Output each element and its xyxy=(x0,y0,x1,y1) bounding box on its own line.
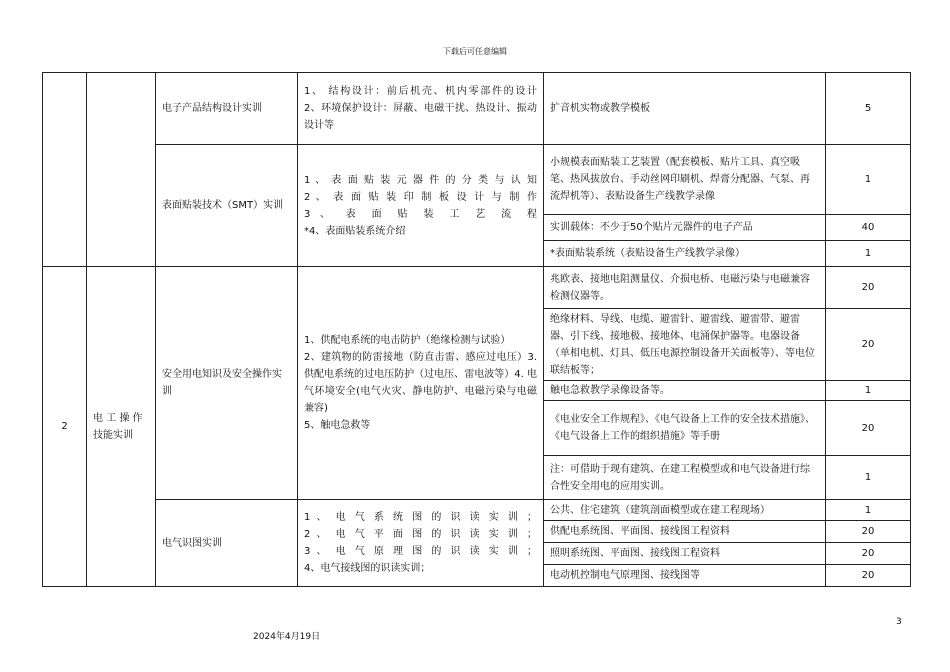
content-line: 5、触电急救等 xyxy=(304,420,371,431)
equipment: 照明系统图、平面图、接线图工程资料 xyxy=(544,543,826,565)
quantity: 1 xyxy=(826,241,911,267)
quantity: 20 xyxy=(826,543,911,565)
quantity: 40 xyxy=(826,215,911,241)
quantity: 20 xyxy=(826,309,911,381)
quantity: 1 xyxy=(826,381,911,401)
equipment: 注：可借助于现有建筑、在建工程模型或和电气设备进行综合性安全用电的应用实训。 xyxy=(544,456,826,500)
content-line: 3 、 表 面 贴 装 工 艺 流 程 xyxy=(304,208,537,220)
equipment: 兆欧表、接地电阻测量仪、介损电桥、电磁污染与电磁兼容检测仪器等。 xyxy=(544,267,826,309)
quantity: 20 xyxy=(826,267,911,309)
equipment: 触电急救教学录像设备等。 xyxy=(544,381,826,401)
course-name: 电子产品结构设计实训 xyxy=(156,73,298,145)
course-content xyxy=(298,145,544,267)
content-line: 1、供配电系统的电击防护（绝缘检测与试验） xyxy=(304,335,511,346)
content-line: 1 、 表 面 贴 装 元 器 件 的 分 类 与 认 知 xyxy=(304,174,537,186)
quantity: 1 xyxy=(826,456,911,500)
course-name: 电气识图实训 xyxy=(156,500,298,587)
content-line: 4、电气接线图的识读实训； xyxy=(304,563,431,574)
equipment: 扩音机实物或教学模板 xyxy=(544,73,826,145)
quantity: 1 xyxy=(826,500,911,521)
equipment: 《电业安全工作规程》、《电气设备上工作的安全技术措施》、《电气设备上工作的组织措施》等手册 xyxy=(544,401,826,456)
content-line: 3 、 电 气 原 理 图 的 识 读 实 训 ； xyxy=(304,546,537,557)
quantity: 1 xyxy=(826,145,911,215)
content-line: 1 、 电 气 系 统 图 的 识 读 实 训 ； xyxy=(304,512,537,523)
quantity: 20 xyxy=(826,521,911,543)
equipment: 实训载体：不少于50个贴片元器件的电子产品 xyxy=(544,215,826,241)
quantity: 5 xyxy=(826,73,911,145)
quantity: 20 xyxy=(826,565,911,587)
course-name: 安全用电知识及安全操作实训 xyxy=(156,267,298,500)
equipment: 供配电系统图、平面图、接线图工程资料 xyxy=(544,521,826,543)
content-line: 2、环境保护设计：屏蔽、电磁干扰、热设计、振动设计等 xyxy=(304,103,537,131)
equipment: 小规模表面贴装工艺装置（配套模板、贴片工具、真空吸笔、热风拔放台、手动丝网印刷机、焊膏分配器、气泵、再流焊机等）、表贴设备生产线教学录像 xyxy=(544,145,826,215)
content-line: 2、建筑物的防雷接地（防直击雷、感应过电压）3. 供配电系统的过电压防护（过电压、雷电波等）4. 电气环境安全(电气火灾、静电防护、电磁污染与电磁兼容) xyxy=(304,352,537,414)
training-table xyxy=(42,72,911,587)
cell-category xyxy=(87,73,156,267)
course-name: 表面贴装技术（SMT）实训 xyxy=(156,145,298,267)
page-header: 下载后可任意编辑 xyxy=(443,47,507,56)
course-content xyxy=(298,73,544,145)
content-line: 2 、 表 面 贴 装 印 制 板 设 计 与 制 作 xyxy=(304,191,537,203)
equipment: 绝缘材料、导线、电缆、避雷针、避雷线、避雷带、避雷器、引下线、接地极、接地体、电涌保护器等。电器设备（单相电机、灯具、低压电源控制设备开关面板等）、等电位联结板等； xyxy=(544,309,826,381)
course-content xyxy=(298,500,544,587)
category: 电 工 操 作 技能实训 xyxy=(87,267,156,587)
footer-date: 2024年4月19日 xyxy=(253,632,321,642)
content-line: *4、表面贴装系统介绍 xyxy=(304,225,406,237)
quantity: 20 xyxy=(826,401,911,456)
page-number: 3 xyxy=(896,617,902,627)
equipment: 电动机控制电气原理图、接线图等 xyxy=(544,565,826,587)
content-line: 1、 结构设计：前后机壳、机内零部件的设计 xyxy=(304,86,537,97)
cell-no xyxy=(43,73,87,267)
course-content xyxy=(298,267,544,500)
equipment: 公共、住宅建筑（建筑剖面模型或在建工程现场） xyxy=(544,500,826,521)
content-line: 2 、 电 气 平 面 图 的 识 读 实 训 ； xyxy=(304,529,537,540)
equipment: *表面贴装系统（表贴设备生产线教学录像） xyxy=(544,241,826,267)
row-number: 2 xyxy=(43,267,87,587)
